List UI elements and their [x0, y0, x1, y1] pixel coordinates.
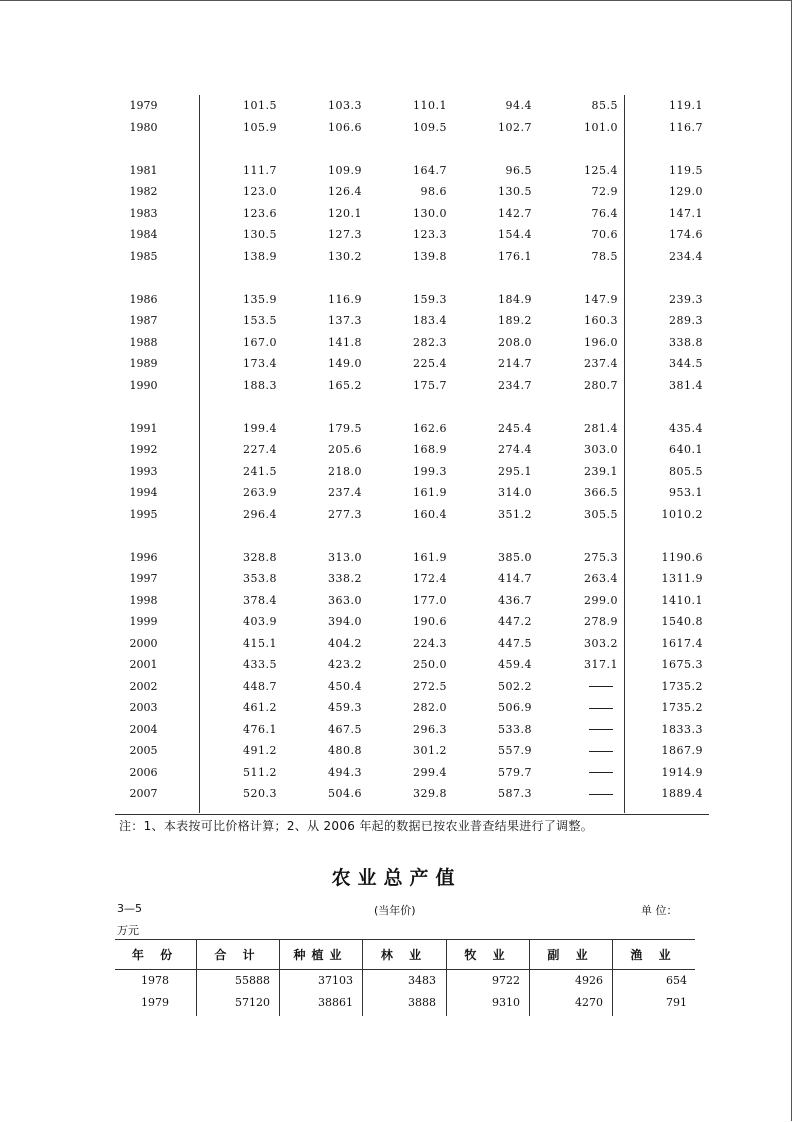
value-cell: 480.8: [328, 744, 362, 757]
value-cell: 415.1: [243, 636, 277, 650]
value-cell: 344.5: [669, 357, 703, 370]
value-cell: 305.5: [584, 507, 618, 521]
index-table: [115, 95, 709, 805]
value-cell: 184.9: [498, 292, 532, 306]
value-cell: 317.1: [584, 658, 618, 671]
value-cell: 491.2: [243, 744, 277, 757]
value-cell: 123.3: [413, 228, 447, 241]
value-cell: 557.9: [498, 744, 532, 757]
value-cell: 366.5: [584, 486, 618, 499]
table-row: [115, 762, 709, 784]
table-row: [115, 117, 709, 139]
value-cell: 506.9: [498, 701, 532, 714]
year-cell: 1994: [129, 486, 158, 499]
value-cell: 165.2: [328, 378, 362, 392]
year-cell: 2003: [129, 701, 158, 714]
value-cell: 1190.6: [661, 550, 703, 564]
value-cell: 196.0: [584, 335, 618, 349]
value-cell: 130.2: [328, 249, 362, 263]
value-cell: 351.2: [498, 507, 532, 521]
table-header-row: [115, 940, 695, 970]
value-cell: 281.4: [584, 421, 618, 435]
table-row: [115, 568, 709, 590]
year-cell: 1982: [129, 185, 158, 198]
column-header: 合 计: [214, 948, 261, 962]
value-cell: 106.6: [328, 120, 362, 134]
value-cell: 461.2: [243, 701, 277, 714]
year-cell: 1979: [141, 996, 169, 1009]
value-cell: 159.3: [413, 292, 447, 306]
value-cell: 1540.8: [661, 615, 703, 628]
value-cell: 274.4: [498, 443, 532, 456]
year-cell: 1988: [129, 335, 158, 349]
value-cell: 38861: [318, 996, 353, 1009]
value-cell: 168.9: [413, 443, 447, 456]
table-row: [115, 547, 709, 569]
table-row: [115, 992, 695, 1014]
table-row: [115, 95, 709, 117]
value-cell: 1914.9: [661, 765, 703, 779]
value-cell: 791: [666, 996, 687, 1009]
column-header: 牧 业: [464, 948, 511, 962]
year-cell: 1996: [129, 550, 158, 564]
year-cell: 1981: [129, 163, 158, 177]
table-row: [115, 289, 709, 311]
no-data-dash: [589, 676, 613, 698]
value-cell: 103.3: [328, 99, 362, 112]
year-cell: 1978: [141, 974, 169, 987]
value-cell: 504.6: [328, 787, 362, 800]
column-divider: [196, 940, 197, 1016]
value-cell: 4926: [575, 974, 603, 987]
value-cell: 177.0: [413, 593, 447, 607]
year-cell: 2006: [129, 765, 158, 779]
year-cell: 2004: [129, 722, 158, 736]
table-row: [115, 482, 709, 504]
year-cell: 1979: [129, 99, 158, 112]
year-cell: 1980: [129, 120, 158, 134]
column-divider: [612, 940, 613, 1016]
year-cell: 1999: [129, 615, 158, 628]
value-cell: 234.4: [669, 249, 703, 263]
table-row: [115, 332, 709, 354]
value-cell: 447.2: [498, 615, 532, 628]
table-row: [115, 375, 709, 397]
value-cell: 160.4: [413, 507, 447, 521]
value-cell: 130.5: [243, 228, 277, 241]
table-row: [115, 611, 709, 633]
value-cell: 199.3: [413, 464, 447, 478]
value-cell: 467.5: [328, 722, 362, 736]
value-cell: 111.7: [243, 163, 277, 177]
value-cell: 385.0: [498, 550, 532, 564]
value-cell: 55888: [235, 974, 270, 987]
value-cell: 208.0: [498, 335, 532, 349]
value-cell: 161.9: [413, 550, 447, 564]
table-note: 注：1、本表按可比价格计算；2、从 2006 年起的数据已按农业普查结果进行了调整。: [119, 819, 594, 833]
table-row: [115, 160, 709, 182]
row-spacer: [115, 396, 709, 418]
column-divider: [199, 95, 200, 813]
column-divider: [279, 940, 280, 1016]
year-cell: 1985: [129, 249, 158, 263]
value-cell: 450.4: [328, 679, 362, 693]
value-cell: 189.2: [498, 314, 532, 327]
year-cell: 1984: [129, 228, 158, 241]
table-row: [115, 590, 709, 612]
year-cell: 1993: [129, 464, 158, 478]
value-cell: 1735.2: [661, 701, 703, 714]
value-cell: 435.4: [669, 421, 703, 435]
value-cell: 447.5: [498, 636, 532, 650]
year-cell: 1989: [129, 357, 158, 370]
value-cell: 640.1: [669, 443, 703, 456]
value-cell: 141.8: [328, 335, 362, 349]
value-cell: 119.5: [669, 163, 703, 177]
row-spacer: [115, 525, 709, 547]
table-row: [115, 719, 709, 741]
value-cell: 394.0: [328, 615, 362, 628]
value-cell: 224.3: [413, 636, 447, 650]
table-row: [115, 439, 709, 461]
value-cell: 94.4: [505, 99, 532, 112]
value-cell: 161.9: [413, 486, 447, 499]
row-spacer: [115, 267, 709, 289]
value-cell: 57120: [235, 996, 270, 1009]
value-cell: 338.8: [669, 335, 703, 349]
row-spacer: [115, 138, 709, 160]
column-header: 年 份: [131, 948, 179, 962]
value-cell: 1889.4: [661, 787, 703, 800]
year-cell: 2002: [129, 679, 158, 693]
year-cell: 2001: [129, 658, 158, 671]
value-cell: 433.5: [243, 658, 277, 671]
year-cell: 1998: [129, 593, 158, 607]
value-cell: 137.3: [328, 314, 362, 327]
value-cell: 328.8: [243, 550, 277, 564]
column-divider: [529, 940, 530, 1016]
value-cell: 164.7: [413, 163, 447, 177]
value-cell: 533.8: [498, 722, 532, 736]
value-cell: 436.7: [498, 593, 532, 607]
year-cell: 1991: [129, 421, 158, 435]
value-cell: 1410.1: [661, 593, 703, 607]
value-cell: 289.3: [669, 314, 703, 327]
column-header: 种植业: [293, 948, 348, 962]
value-cell: 239.3: [669, 292, 703, 306]
column-divider: [446, 940, 447, 1016]
value-cell: 199.4: [243, 421, 277, 435]
value-cell: 275.3: [584, 550, 618, 564]
table-row: [115, 504, 709, 526]
value-cell: 381.4: [669, 378, 703, 392]
value-cell: 303.0: [584, 443, 618, 456]
table-row: [115, 181, 709, 203]
value-cell: 953.1: [669, 486, 703, 499]
value-cell: 190.6: [413, 615, 447, 628]
unit-value: 万元: [117, 924, 139, 937]
value-cell: 176.1: [498, 249, 532, 263]
value-cell: 172.4: [413, 572, 447, 585]
no-data-dash: [589, 740, 613, 762]
value-cell: 78.5: [591, 249, 618, 263]
value-cell: 378.4: [243, 593, 277, 607]
value-cell: 76.4: [591, 206, 618, 220]
table-row: [115, 633, 709, 655]
table-row: [115, 676, 709, 698]
table-row: [115, 697, 709, 719]
unit-label: 单 位：: [641, 904, 678, 917]
value-cell: 587.3: [498, 787, 532, 800]
price-basis: (当年价): [374, 904, 416, 917]
column-header: 渔 业: [630, 948, 677, 962]
value-cell: 173.4: [243, 357, 277, 370]
value-cell: 147.1: [669, 206, 703, 220]
value-cell: 96.5: [505, 163, 532, 177]
value-cell: 423.2: [328, 658, 362, 671]
year-cell: 1992: [129, 443, 158, 456]
value-cell: 135.9: [243, 292, 277, 306]
value-cell: 296.3: [413, 722, 447, 736]
year-cell: 1987: [129, 314, 158, 327]
value-cell: 363.0: [328, 593, 362, 607]
value-cell: 119.1: [669, 99, 703, 112]
value-cell: 102.7: [498, 120, 532, 134]
value-cell: 245.4: [498, 421, 532, 435]
value-cell: 296.4: [243, 507, 277, 521]
table-row: [115, 740, 709, 762]
value-cell: 167.0: [243, 335, 277, 349]
value-cell: 3483: [408, 974, 436, 987]
value-cell: 162.6: [413, 421, 447, 435]
value-cell: 160.3: [584, 314, 618, 327]
table2-header-rule: [115, 969, 695, 970]
value-cell: 241.5: [243, 464, 277, 478]
table-row: [115, 970, 695, 992]
value-cell: 404.2: [328, 636, 362, 650]
value-cell: 138.9: [243, 249, 277, 263]
year-cell: 1997: [129, 572, 158, 585]
table-row: [115, 246, 709, 268]
year-cell: 1995: [129, 507, 158, 521]
value-cell: 234.7: [498, 378, 532, 392]
value-cell: 98.6: [420, 185, 447, 198]
table-bottom-rule: [115, 814, 709, 815]
value-cell: 126.4: [328, 185, 362, 198]
value-cell: 101.0: [584, 120, 618, 134]
value-cell: 299.0: [584, 593, 618, 607]
value-cell: 280.7: [584, 378, 618, 392]
value-cell: 109.9: [328, 163, 362, 177]
value-cell: 520.3: [243, 787, 277, 800]
year-cell: 2007: [129, 787, 158, 800]
value-cell: 127.3: [328, 228, 362, 241]
value-cell: 459.4: [498, 658, 532, 671]
value-cell: 109.5: [413, 120, 447, 134]
value-cell: 101.5: [243, 99, 277, 112]
value-cell: 448.7: [243, 679, 277, 693]
table-row: [115, 461, 709, 483]
table-row: [115, 654, 709, 676]
value-cell: 579.7: [498, 765, 532, 779]
value-cell: 1833.3: [661, 722, 703, 736]
table-title: 农业总产值: [331, 867, 462, 889]
value-cell: 1010.2: [661, 507, 703, 521]
year-cell: 2005: [129, 744, 158, 757]
table-number: 3—5: [117, 902, 142, 915]
value-cell: 9722: [492, 974, 520, 987]
value-cell: 153.5: [243, 314, 277, 327]
value-cell: 154.4: [498, 228, 532, 241]
value-cell: 237.4: [328, 486, 362, 499]
value-cell: 85.5: [591, 99, 618, 112]
value-cell: 237.4: [584, 357, 618, 370]
value-cell: 278.9: [584, 615, 618, 628]
year-cell: 1986: [129, 292, 158, 306]
value-cell: 214.7: [498, 357, 532, 370]
table-row: [115, 224, 709, 246]
value-cell: 130.5: [498, 185, 532, 198]
value-cell: 1675.3: [661, 658, 703, 671]
value-cell: 9310: [492, 996, 520, 1009]
value-cell: 70.6: [591, 228, 618, 241]
value-cell: 123.0: [243, 185, 277, 198]
year-cell: 2000: [129, 636, 158, 650]
value-cell: 329.8: [413, 787, 447, 800]
value-cell: 1617.4: [661, 636, 703, 650]
value-cell: 805.5: [669, 464, 703, 478]
value-cell: 105.9: [243, 120, 277, 134]
value-cell: 303.2: [584, 636, 618, 650]
value-cell: 3888: [408, 996, 436, 1009]
value-cell: 123.6: [243, 206, 277, 220]
no-data-dash: [589, 762, 613, 784]
value-cell: 129.0: [669, 185, 703, 198]
value-cell: 110.1: [413, 99, 447, 112]
value-cell: 502.2: [498, 679, 532, 693]
agri-output-table: [115, 940, 695, 1014]
table-row: [115, 203, 709, 225]
value-cell: 139.8: [413, 249, 447, 263]
no-data-dash: [589, 783, 613, 805]
value-cell: 149.0: [328, 357, 362, 370]
value-cell: 116.7: [669, 120, 703, 134]
value-cell: 175.7: [413, 378, 447, 392]
value-cell: 205.6: [328, 443, 362, 456]
table-row: [115, 353, 709, 375]
column-divider: [624, 95, 625, 813]
table-row: [115, 310, 709, 332]
column-header: 林 业: [380, 948, 428, 962]
value-cell: 282.0: [413, 701, 447, 714]
value-cell: 313.0: [328, 550, 362, 564]
year-cell: 1983: [129, 206, 158, 220]
table-row: [115, 783, 709, 805]
value-cell: 142.7: [498, 206, 532, 220]
value-cell: 183.4: [413, 314, 447, 327]
value-cell: 1311.9: [661, 572, 703, 585]
value-cell: 225.4: [413, 357, 447, 370]
value-cell: 263.9: [243, 486, 277, 499]
value-cell: 272.5: [413, 679, 447, 693]
value-cell: 338.2: [328, 572, 362, 585]
value-cell: 174.6: [669, 228, 703, 241]
value-cell: 403.9: [243, 615, 277, 628]
value-cell: 37103: [318, 974, 353, 987]
value-cell: 476.1: [243, 722, 277, 736]
value-cell: 147.9: [584, 292, 618, 306]
value-cell: 277.3: [328, 507, 362, 521]
value-cell: 314.0: [498, 486, 532, 499]
value-cell: 654: [666, 974, 687, 987]
no-data-dash: [589, 719, 613, 741]
value-cell: 295.1: [498, 464, 532, 478]
no-data-dash: [589, 697, 613, 719]
value-cell: 299.4: [413, 765, 447, 779]
value-cell: 116.9: [328, 292, 362, 306]
column-divider: [362, 940, 363, 1016]
value-cell: 130.0: [413, 206, 447, 220]
table-row: [115, 418, 709, 440]
value-cell: 263.4: [584, 572, 618, 585]
value-cell: 353.8: [243, 572, 277, 585]
value-cell: 414.7: [498, 572, 532, 585]
column-header: 副 业: [547, 948, 594, 962]
value-cell: 179.5: [328, 421, 362, 435]
value-cell: 72.9: [591, 185, 618, 198]
value-cell: 239.1: [584, 464, 618, 478]
value-cell: 4270: [575, 996, 603, 1009]
value-cell: 459.3: [328, 701, 362, 714]
value-cell: 494.3: [328, 765, 362, 779]
value-cell: 1867.9: [661, 744, 703, 757]
value-cell: 218.0: [328, 464, 362, 478]
value-cell: 1735.2: [661, 679, 703, 693]
value-cell: 282.3: [413, 335, 447, 349]
value-cell: 120.1: [328, 206, 362, 220]
year-cell: 1990: [129, 378, 158, 392]
value-cell: 250.0: [413, 658, 447, 671]
value-cell: 227.4: [243, 443, 277, 456]
value-cell: 188.3: [243, 378, 277, 392]
value-cell: 301.2: [413, 744, 447, 757]
value-cell: 125.4: [584, 163, 618, 177]
value-cell: 511.2: [243, 765, 277, 779]
